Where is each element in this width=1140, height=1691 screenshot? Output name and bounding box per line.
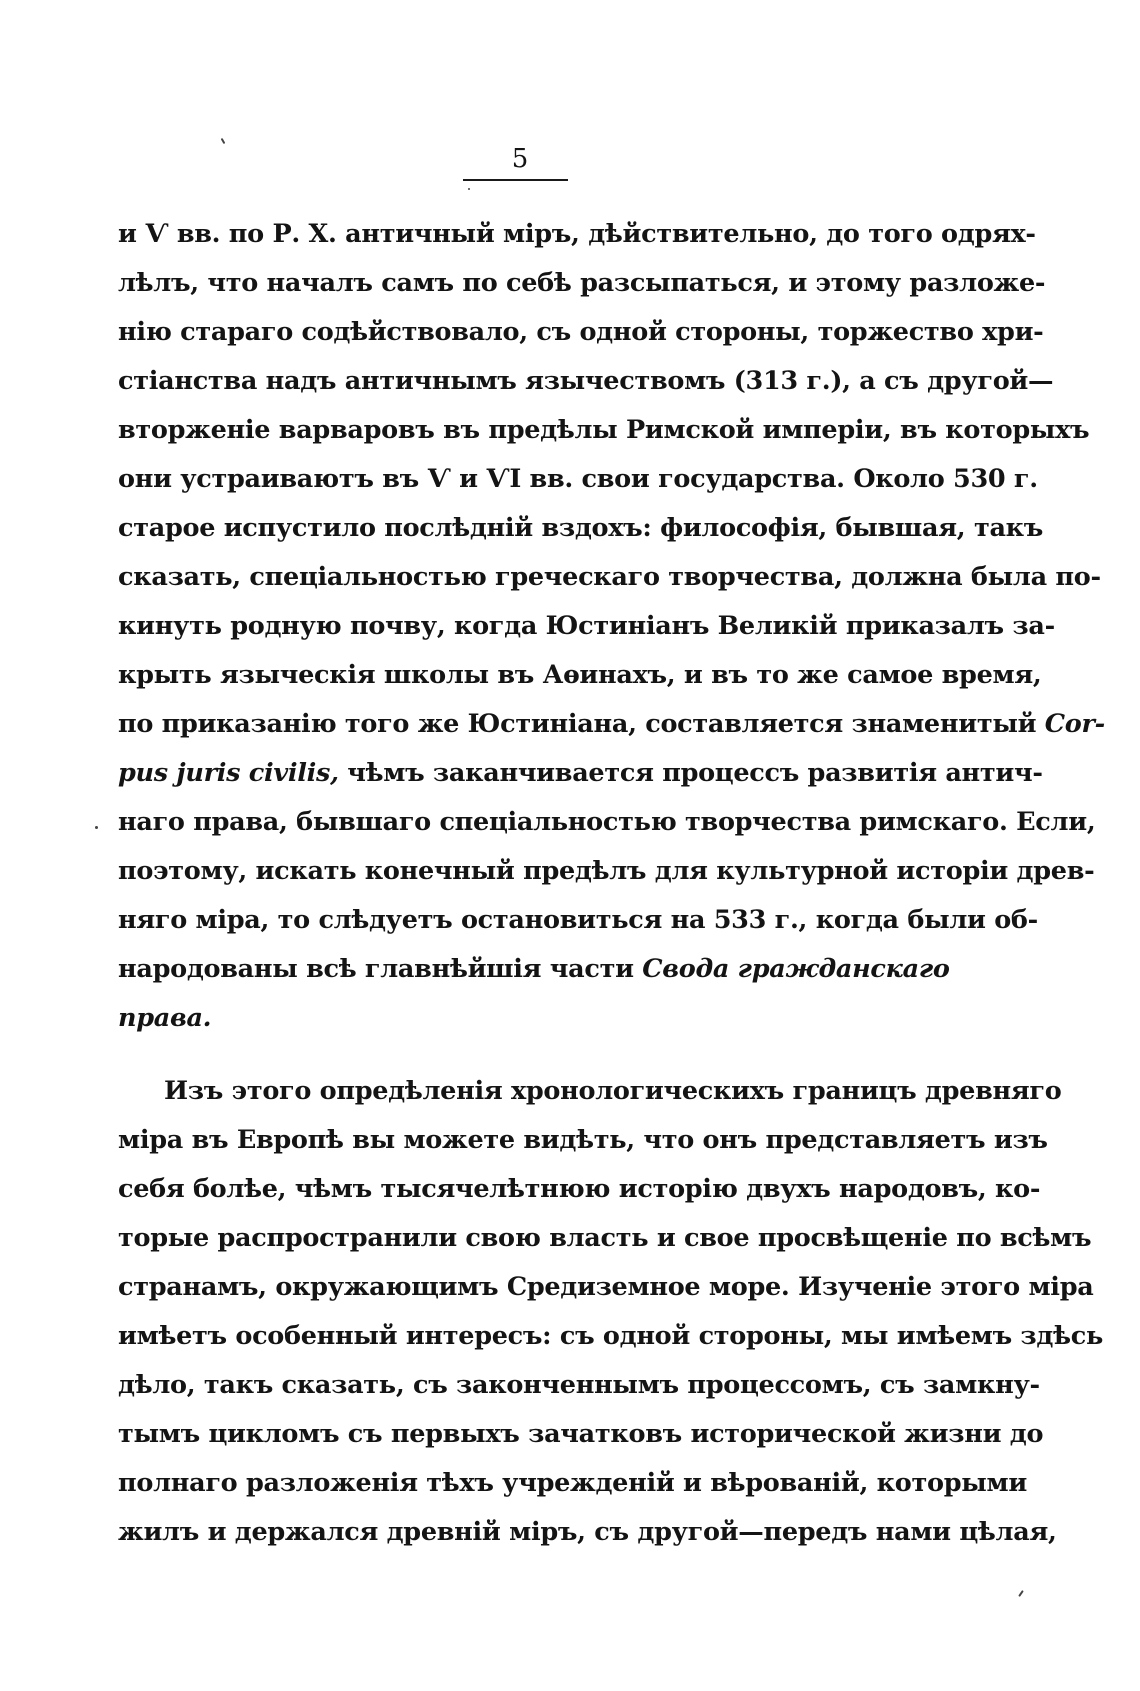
italic-title: pus juris civilis,: [118, 758, 339, 788]
text-line: [118, 994, 916, 1043]
text-line: няго міра, то слѣдуетъ остановиться на 533 г., когда были об-: [118, 905, 1038, 935]
text-line: старое испустило послѣдній вздохъ: философія, бывшая, такъ: [118, 513, 1044, 543]
text-line: себя болѣе, чѣмъ тысячелѣтнюю исторію двухъ народовъ, ко-: [118, 1174, 1041, 1204]
text-line: стіанства надъ античнымъ язычествомъ (313 г.), а съ другой—: [118, 366, 1054, 396]
text-line: дѣло, такъ сказать, съ законченнымъ процессомъ, съ замкну-: [118, 1370, 1040, 1400]
text-line: жилъ и держался древній міръ, съ другой—передъ нами цѣлая,: [118, 1517, 1057, 1547]
text-line: и Ѵ вв. по Р. X. античный міръ, дѣйствительно, до того одрях-: [118, 219, 1036, 249]
scan-speck: [468, 188, 470, 190]
page-number: 5: [511, 144, 529, 174]
italic-title: права.: [118, 1003, 212, 1033]
italic-title: Свода гражданскаго: [642, 954, 950, 984]
paragraph-1: [118, 210, 1105, 1043]
text-line: лѣлъ, что началъ самъ по себѣ разсыпаться, и этому разложе-: [118, 268, 1046, 298]
text-line: сказать, спеціальностью греческаго творчества, должна была по-: [118, 562, 1101, 592]
text-line: поэтому, искать конечный предѣлъ для культурной исторіи древ-: [118, 856, 1095, 886]
text-line: они устраиваютъ въ Ѵ и ѴІ вв. свои государства. Около 530 г.: [118, 464, 1038, 494]
paragraph-gap: [118, 1043, 916, 1067]
text-line: вторженіе варваровъ въ предѣлы Римской имперіи, въ которыхъ: [118, 415, 1090, 445]
body-text: [118, 210, 1105, 1557]
text-line: полнаго разложенія тѣхъ учрежденій и вѣрованій, которыми: [118, 1468, 1027, 1498]
text-line: pus juris civilis, чѣмъ заканчивается процессъ развитія антич-: [118, 758, 1043, 788]
text-line: торые распространили свою власть и свое просвѣщеніе по всѣмъ: [118, 1223, 1092, 1253]
text-line: тымъ цикломъ съ первыхъ зачатковъ исторической жизни до: [118, 1419, 1044, 1449]
scan-speck: [95, 826, 98, 829]
text-line: странамъ, окружающимъ Средиземное море. Изученіе этого міра: [118, 1272, 1094, 1302]
paragraph-2: [118, 1067, 1103, 1557]
text-line: нію стараго содѣйствовало, съ одной стороны, торжество хри-: [118, 317, 1044, 347]
text-line: Изъ этого опредѣленія хронологическихъ границъ древняго: [164, 1076, 1062, 1106]
text-line: по приказанію того же Юстиніана, составляется знаменитый Cor-: [118, 709, 1105, 739]
text-line: имѣетъ особенный интересъ: съ одной стороны, мы имѣемъ здѣсь: [118, 1321, 1103, 1351]
text-line: крыть языческія школы въ Аѳинахъ, и въ то же самое время,: [118, 660, 1042, 690]
scan-speck: [221, 138, 226, 144]
scan-speck: [1018, 1590, 1024, 1597]
text-line: кинуть родную почву, когда Юстиніанъ Великій приказалъ за-: [118, 611, 1055, 641]
text-line: міра въ Европѣ вы можете видѣть, что онъ представляетъ изъ: [118, 1125, 1048, 1155]
text-line: наго права, бывшаго спеціальностью творчества римскаго. Если,: [118, 807, 1096, 837]
page-number-rule: [463, 179, 568, 181]
italic-title: Cor-: [1044, 709, 1105, 739]
text-line: народованы всѣ главнѣйшія части Свода гражданскаго: [118, 954, 950, 984]
